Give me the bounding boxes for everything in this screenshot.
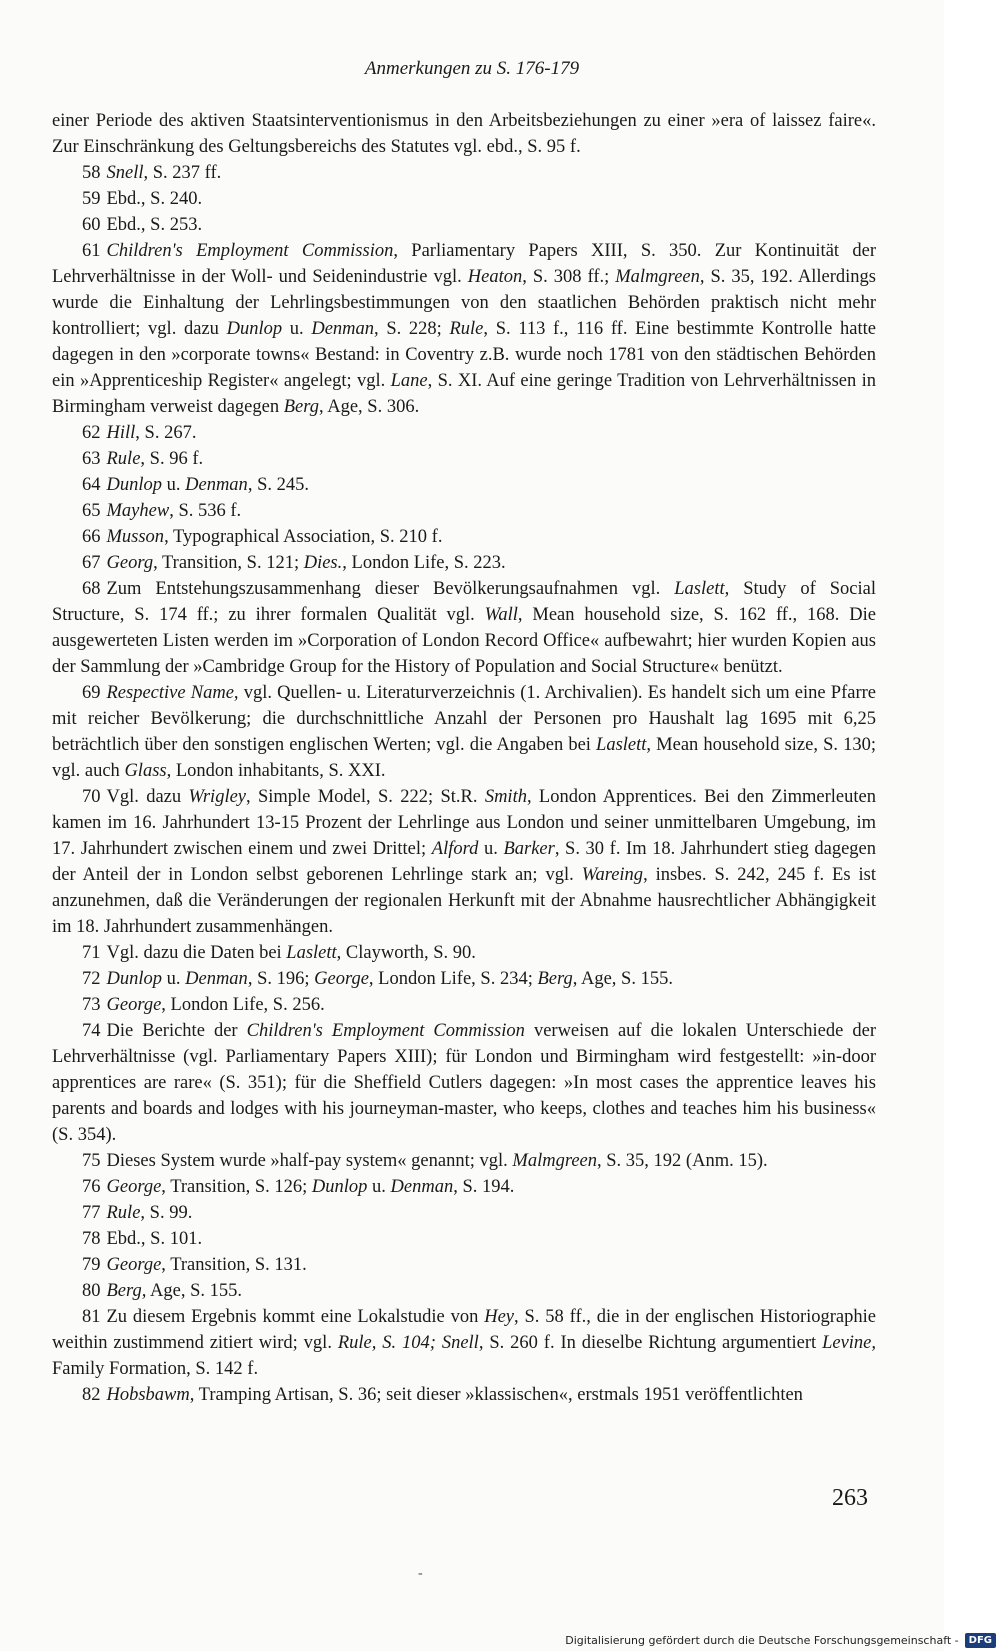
footnote-59 — [52, 186, 876, 212]
footnote-number: 66 — [82, 527, 101, 547]
footnote-67 — [52, 550, 876, 576]
text-run: , S. 267. — [135, 423, 197, 443]
italic-citation: Glass — [124, 761, 167, 781]
text-run: u. — [162, 475, 186, 495]
text-run: , S. 237 ff. — [143, 163, 222, 183]
text-run: , Clayworth, S. 90. — [336, 943, 476, 963]
text-run: , S. 58 ff., die in der englischen Historiographie weithin zustimmend zitiert wird; vgl. — [52, 1307, 876, 1353]
italic-citation: Rule — [106, 449, 141, 469]
text-run: , Study of Social Structure, S. 174 ff.; zu ihrer formalen Qualität vgl. — [52, 579, 876, 625]
text-run: Ebd., S. 240. — [106, 189, 203, 209]
footnote-number: 77 — [82, 1203, 101, 1223]
footnote-76 — [52, 1174, 876, 1200]
italic-citation: Berg, — [106, 1281, 147, 1301]
italic-citation: Respective Name — [106, 683, 234, 703]
footnote-69 — [52, 680, 876, 784]
text-run: Family Formation, S. 142 f. — [52, 1359, 259, 1379]
italic-citation: Lane — [390, 371, 428, 391]
footnotes-body — [52, 108, 876, 1408]
text-run: , London inhabitants, S. XXI. — [166, 761, 386, 781]
text-run: u. — [478, 839, 504, 859]
text-run: , London Apprentices. Bei den Zimmerleuten kamen im 16. Jahrhundert 13-15 Prozent der Lehrlinge aus London und seiner unmittelbaren Umgebung, im 17. Jahrhundert zwischen einem und zwei Drittel; — [52, 787, 876, 859]
italic-citation: Malmgreen — [615, 267, 700, 287]
footnote-65 — [52, 498, 876, 524]
text-run: , S. 113 f., 116 ff. Eine bestimmte Kontrolle hatte dagegen in den »corporate towns« Bestand: in Coventry z.B. wurde noch 1781 von den städtischen Behörden ein »Apprenticeship Register« angelegt; vgl. — [52, 319, 877, 391]
text-run: , Mean household size, S. 130; vgl. auch — [52, 735, 876, 781]
footnote-number: 65 — [82, 501, 101, 521]
text-run: Ebd., S. 101. — [106, 1229, 203, 1249]
footnote-75 — [52, 1148, 876, 1174]
italic-citation: George — [106, 1177, 162, 1197]
footnote-number: 61 — [82, 241, 101, 261]
text-run: , insbes. S. 242, 245 f. Es ist anzunehmen, daß die Veränderungen der regionalen Herkunft mit der Abnahme hausrechtlicher Abhängigkeit im 18. Jahrhundert zusammenhängen. — [52, 865, 876, 937]
italic-citation: George — [106, 1255, 162, 1275]
italic-citation: Hey — [484, 1307, 515, 1327]
italic-citation: Children's Employment Commission — [246, 1021, 525, 1041]
text-run: , Age, S. 155. — [572, 969, 673, 989]
italic-citation: Malmgreen — [512, 1151, 598, 1171]
page-mark: - — [418, 1566, 423, 1581]
text-run: Dieses System wurde »half-pay system« genannt; vgl. — [106, 1151, 513, 1171]
footnote-66 — [52, 524, 876, 550]
text-run: , S. 194. — [453, 1177, 515, 1197]
footnote-60 — [52, 212, 876, 238]
italic-citation: Heaton — [467, 267, 523, 287]
footnote-number: 76 — [82, 1177, 101, 1197]
text-run: Vgl. dazu die Daten bei — [106, 943, 287, 963]
italic-citation: Laslett — [596, 735, 647, 755]
digitization-footer — [0, 1629, 1000, 1651]
italic-citation: Berg — [537, 969, 573, 989]
italic-citation: Musson — [106, 527, 165, 547]
italic-citation: Denman — [311, 319, 375, 339]
footnote-number: 59 — [82, 189, 101, 209]
text-run: Age, S. 155. — [146, 1281, 242, 1301]
footnote-number: 74 — [82, 1021, 101, 1041]
footnote-number: 60 — [82, 215, 101, 235]
text-run: , S. 35, 192. Allerdings wurde die Einhaltung der Lehrlingsbestimmungen von den staatlichen Behörden praktisch nicht mehr kontrolliert; vgl. dazu — [52, 267, 876, 339]
footnote-73 — [52, 992, 876, 1018]
text-run: , Simple Model, S. 222; St.R. — [246, 787, 485, 807]
text-run: , S. 35, 192 (Anm. 15). — [597, 1151, 768, 1171]
text-run: , S. 536 f. — [169, 501, 242, 521]
italic-citation: Rule, S. 104; Snell — [337, 1333, 479, 1353]
footnote-number: 68 — [82, 579, 101, 599]
text-run: u. — [162, 969, 186, 989]
text-run: , London Life, S. 234; — [368, 969, 538, 989]
footnote-72 — [52, 966, 876, 992]
italic-citation: Children's Employment Commission — [106, 241, 394, 261]
text-run: , S. 260 f. In dieselbe Richtung argumentiert — [478, 1333, 823, 1353]
text-run: u. — [367, 1177, 391, 1197]
footnote-63 — [52, 446, 876, 472]
italic-citation: Denman — [185, 475, 248, 495]
italic-citation: Barker — [503, 839, 555, 859]
text-run: , Tramping Artisan, S. 36; seit dieser »klassischen«, erstmals 1951 veröffentlichten — [189, 1385, 803, 1405]
text-run: , S. 245. — [247, 475, 309, 495]
footnote-70 — [52, 784, 876, 940]
text-run: , London Life, S. 223. — [342, 553, 506, 573]
footnote-number: 73 — [82, 995, 101, 1015]
italic-citation: George — [106, 995, 162, 1015]
footnote-68 — [52, 576, 876, 680]
italic-citation: Dunlop — [106, 969, 162, 989]
italic-citation: Wrigley — [188, 787, 247, 807]
italic-citation: Hill — [106, 423, 136, 443]
italic-citation: Georg — [106, 553, 154, 573]
italic-citation: Dunlop — [226, 319, 283, 339]
italic-citation: Alford — [431, 839, 479, 859]
italic-citation: Mayhew — [106, 501, 170, 521]
footnote-61 — [52, 238, 876, 420]
footnote-81 — [52, 1304, 876, 1382]
text-run: , London Life, S. 256. — [161, 995, 325, 1015]
page-number: 263 — [832, 1485, 868, 1511]
footnote-number: 81 — [82, 1307, 101, 1327]
footnote-number: 69 — [82, 683, 101, 703]
italic-citation: Rule — [106, 1203, 141, 1223]
text-run: , Parliamentary Papers XIII, S. 350. Zur Kontinuität der Lehrverhältnisse in der Woll- und Seidenindustrie vgl. — [52, 241, 876, 287]
italic-citation: Laslett — [286, 943, 337, 963]
footnote-58 — [52, 160, 876, 186]
text-run: Die Berichte der — [106, 1021, 247, 1041]
text-run: verweisen auf die lokalen Unterschiede der Lehrverhältnisse (vgl. Parliamentary Papers XIII); für London und Birmingham wird festgestellt: »in-door apprentices are rare« (S. 351); für die Sheffield Cutlers dagegen: »In most cases the apprentice leaves his parents and boards and lodges with his journeyman-master, who keeps, clothes and teaches him his business« (S. 354). — [52, 1021, 877, 1145]
footnote-80 — [52, 1278, 876, 1304]
italic-citation: Denman — [390, 1177, 454, 1197]
footnote-number: 71 — [82, 943, 101, 963]
footnote-74 — [52, 1018, 876, 1148]
text-run: , Age, S. 306. — [318, 397, 420, 417]
footnote-78 — [52, 1226, 876, 1252]
footnote-number: 67 — [82, 553, 101, 573]
footer-credit: Digitalisierung gefördert durch die Deutsche Forschungsgemeinschaft - — [565, 1633, 959, 1647]
italic-citation: Berg — [283, 397, 319, 417]
text-run: , S. 30 f. Im 18. Jahrhundert stieg dagegen der Anteil der in London selbst geborenen Lehrlinge stark an; vgl. — [52, 839, 876, 885]
text-run: , Mean household size, S. 162 ff., 168. Die ausgewerteten Listen werden im »Corporation of London Record Office« aufbewahrt; hier wurden Kopien aus der Sammlung der »Cambridge Group for the History of Population and Social Structure« benützt. — [52, 605, 876, 677]
text-run: , vgl. Quellen- u. Literaturverzeichnis (1. Archivalien). Es handelt sich um eine Pfarre mit reicher Bevölkerung; die durchschnittliche Anzahl der Personen pro Haushalt lag 1695 mit 6,25 beträchtlich über den sonstigen englischen Werten; vgl. die Angaben bei — [52, 683, 876, 755]
text-run: , Transition, S. 121; — [153, 553, 304, 573]
italic-citation: Rule — [449, 319, 484, 339]
text-run: , S. 308 ff.; — [522, 267, 616, 287]
text-run: Zu diesem Ergebnis kommt eine Lokalstudie von — [106, 1307, 485, 1327]
footnote-62 — [52, 420, 876, 446]
footnote-number: 75 — [82, 1151, 101, 1171]
footnote-71 — [52, 940, 876, 966]
dfg-logo: DFG — [965, 1633, 996, 1648]
footnote-number: 80 — [82, 1281, 101, 1301]
footnote-number: 63 — [82, 449, 101, 469]
running-header: Anmerkungen zu S. 176-179 — [364, 58, 580, 79]
footnote-number: 78 — [82, 1229, 101, 1249]
text-run: Zum Entstehungszusammenhang dieser Bevölkerungsaufnahmen vgl. — [106, 579, 675, 599]
italic-citation: Laslett — [674, 579, 725, 599]
text-run: , S. 228; — [374, 319, 450, 339]
text-run: , S. 196; — [247, 969, 315, 989]
footnote-number: 58 — [82, 163, 101, 183]
footnote-number: 70 — [82, 787, 101, 807]
italic-citation: Dunlop — [106, 475, 162, 495]
footnote-77 — [52, 1200, 876, 1226]
footnote-79 — [52, 1252, 876, 1278]
text-run: , Typographical Association, S. 210 f. — [164, 527, 443, 547]
italic-citation: George — [314, 969, 369, 989]
footnote-82 — [52, 1382, 876, 1408]
text-run: , S. 96 f. — [140, 449, 204, 469]
text-run: , S. XI. Auf eine geringe Tradition von Lehrverhältnissen in Birmingham verweist dagegen — [52, 371, 876, 417]
footnote-number: 72 — [82, 969, 101, 989]
text-run: , Transition, S. 131. — [161, 1255, 307, 1275]
footnote-number: 79 — [82, 1255, 101, 1275]
text-run: Vgl. dazu — [106, 787, 189, 807]
footnote-number: 62 — [82, 423, 101, 443]
text-run: , S. 99. — [140, 1203, 193, 1223]
text-run: Ebd., S. 253. — [106, 215, 203, 235]
italic-citation: Snell — [106, 163, 144, 183]
italic-citation: Dunlop — [311, 1177, 368, 1197]
footnote-64 — [52, 472, 876, 498]
continued-footnote: einer Periode des aktiven Staatsinterventionismus in den Arbeitsbeziehungen zu einer »era of laissez faire«. Zur Einschränkung des Geltungsbereichs des Statutes vgl. ebd., S. 95 f. — [52, 111, 876, 157]
italic-citation: Smith — [484, 787, 527, 807]
text-run: , Transition, S. 126; — [161, 1177, 312, 1197]
footnote-number: 82 — [82, 1385, 101, 1405]
text-run: u. — [282, 319, 312, 339]
italic-citation: Denman — [185, 969, 248, 989]
italic-citation: Wall — [484, 605, 518, 625]
footnote-number: 64 — [82, 475, 101, 495]
italic-citation: Dies. — [303, 553, 343, 573]
italic-citation: Wareing — [581, 865, 644, 885]
italic-citation: Hobsbawm — [106, 1385, 190, 1405]
italic-citation: Levine, — [822, 1333, 876, 1353]
